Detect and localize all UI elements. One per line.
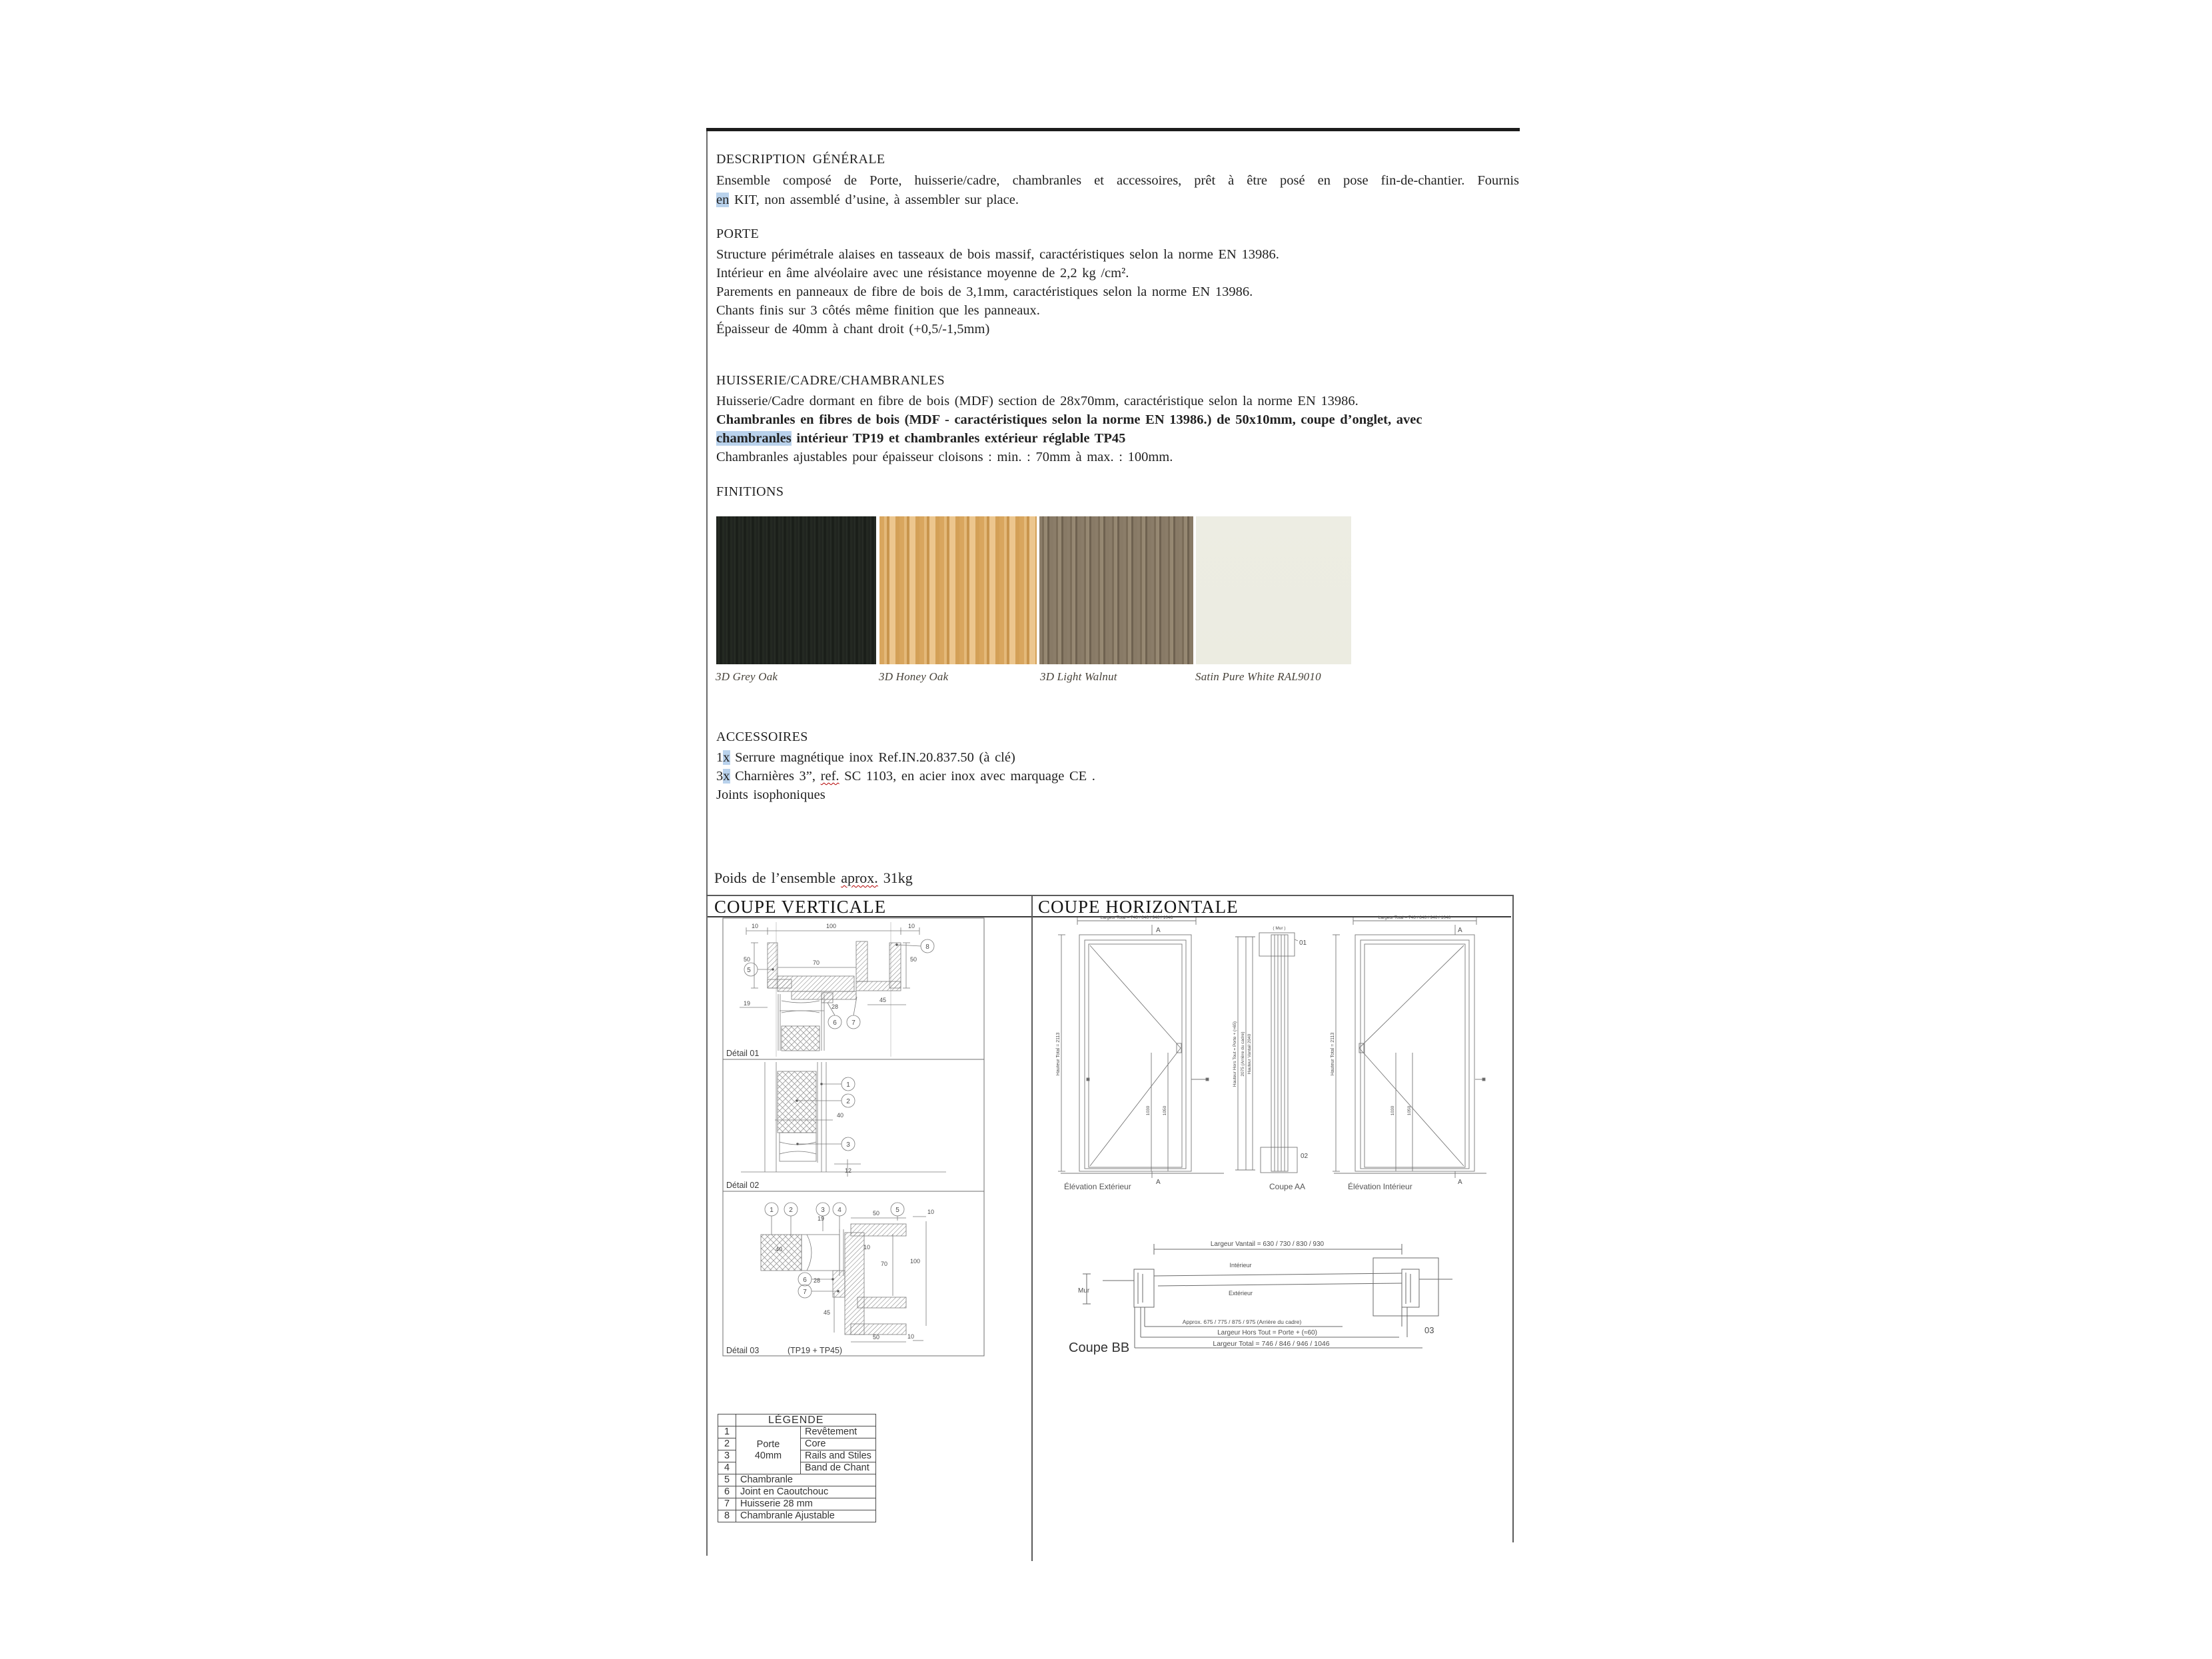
- dim-label: 10: [927, 1209, 935, 1215]
- dim-hauteur-hors-tout: Hauteur Hors Tout = Porte + (≈65): [1233, 1021, 1237, 1087]
- dim-hauteur-total: Hauteur Total = 2113: [1056, 1032, 1061, 1076]
- coupe-horizontale-title: COUPE HORIZONTALE: [1038, 897, 1239, 917]
- callout-2: 2: [789, 1207, 793, 1214]
- finish-swatch-honey-oak: [879, 516, 1037, 664]
- highlighted-word: x: [723, 750, 730, 765]
- callout-3: 3: [821, 1207, 825, 1214]
- paragraph-line: [716, 429, 1125, 448]
- dim-handle-height: 1030: [1146, 1105, 1151, 1116]
- legend-desc: Revêtement: [801, 1426, 876, 1438]
- legend-header: LÉGENDE: [736, 1414, 876, 1426]
- dim-handle-height: 1050: [1407, 1105, 1412, 1116]
- legend-num: 1: [718, 1426, 736, 1438]
- legend-num: 4: [718, 1462, 736, 1474]
- dim-label: 50: [744, 956, 751, 963]
- legend-num: 8: [718, 1510, 736, 1522]
- paragraph-line: Chambranles ajustables pour épaisseur cloisons : min. : 70mm à max. : 100mm.: [716, 450, 1173, 464]
- swatch-label: 3D Light Walnut: [1040, 670, 1117, 683]
- section-marker-a: A: [1156, 1179, 1161, 1186]
- dim-label: 10: [907, 1333, 915, 1340]
- finish-swatch-pure-white: [1196, 516, 1351, 664]
- callout-4: 4: [837, 1207, 841, 1214]
- paragraph-line: Ensemble composé de Porte, huisserie/cadre, chambranles et accessoires, prêt à être posé en pose fin-de-chantier. Fournis: [716, 173, 1519, 188]
- dim-handle-height: 1030: [1390, 1105, 1395, 1116]
- legend-desc: Chambranle Ajustable: [736, 1510, 876, 1522]
- dim-hauteur-total: Hauteur Total = 2113: [1331, 1032, 1335, 1076]
- detail-ref-03: 03: [1424, 1325, 1434, 1335]
- elevation-interieur-caption: Élévation Intérieur: [1348, 1182, 1412, 1191]
- paragraph-text: Poids de l’ensemble: [714, 869, 841, 886]
- table-row: [718, 1486, 876, 1498]
- callout-5: 5: [895, 1207, 899, 1214]
- label-mur: ( Mur ): [1273, 926, 1286, 931]
- section-marker-a: A: [1458, 1179, 1462, 1186]
- dim-label: 70: [881, 1261, 888, 1267]
- legend-table: [718, 1414, 876, 1522]
- dim-label: 10: [752, 923, 759, 929]
- callout-5: 5: [747, 967, 751, 974]
- elevation-exterieur-caption: Élévation Extérieur: [1064, 1182, 1131, 1191]
- section-title-huisserie: HUISSERIE/CADRE/CHAMBRANLES: [716, 373, 945, 388]
- label-interieur: Intérieur: [1229, 1262, 1252, 1269]
- table-row: [718, 1426, 876, 1438]
- paragraph-text: 3: [716, 769, 724, 784]
- paragraph-line: Intérieur en âme alvéolaire avec une résistance moyenne de 2,2 kg /cm².: [716, 266, 1129, 280]
- section-marker-a: A: [1156, 927, 1161, 934]
- paragraph-line: Huisserie/Cadre dormant en fibre de bois (MDF) section de 28x70mm, caractéristique selon la norme EN 13986.: [716, 394, 1359, 408]
- dim-label: 100: [826, 923, 837, 929]
- paragraph-line: Joints isophoniques: [716, 788, 826, 802]
- dim-label: 19: [744, 1000, 751, 1007]
- weight-line: [714, 869, 913, 887]
- dim-largeur-hors-tout: Largeur Hors Tout = Porte + (≈60): [1217, 1329, 1317, 1337]
- legend-desc: Band de Chant: [801, 1462, 876, 1474]
- highlighted-word: en: [716, 193, 730, 207]
- label-mur: Mur: [1078, 1287, 1090, 1295]
- legend-porte-label: Porte: [756, 1438, 780, 1450]
- dim-arriere-cadre: 2075 (Arrière du cadre): [1241, 1031, 1245, 1077]
- legend-num: 5: [718, 1474, 736, 1486]
- panel-divider: [1031, 895, 1033, 1561]
- dim-label: 28: [831, 1003, 839, 1010]
- legend-num: 7: [718, 1498, 736, 1510]
- dim-approx-arriere-cadre: Approx. 675 / 775 / 875 / 975 (Arrière du cadre): [1182, 1319, 1302, 1325]
- paragraph-text: 1: [716, 750, 724, 765]
- detail-02-diagram: [741, 1062, 946, 1177]
- dim-handle-height: 1050: [1163, 1105, 1167, 1116]
- section-title-description: DESCRIPTION GÉNÉRALE: [716, 152, 885, 167]
- legend-desc: Joint en Caoutchouc: [736, 1486, 876, 1498]
- table-row: [718, 1510, 876, 1522]
- misspelled-word: ref.: [820, 769, 839, 784]
- left-border: [706, 131, 708, 1556]
- paragraph-line: [716, 191, 1019, 209]
- dim-label: 50: [873, 1210, 880, 1217]
- legend-num: 6: [718, 1486, 736, 1498]
- detail-ref-02: 02: [1301, 1153, 1309, 1160]
- legend-desc: Chambranle: [736, 1474, 876, 1486]
- label-exterieur: Extérieur: [1228, 1290, 1253, 1297]
- detail-02-label: Détail 02: [726, 1181, 760, 1190]
- callout-7: 7: [803, 1289, 807, 1296]
- paragraph-line: Épaisseur de 40mm à chant droit (+0,5/-1,5mm): [716, 322, 990, 336]
- legend-porte-size: 40mm: [754, 1450, 782, 1461]
- elevation-interieur-diagram: [1333, 917, 1486, 1178]
- misspelled-word: aprox.: [841, 869, 878, 886]
- detail-01-diagram: [740, 922, 934, 1057]
- legend-desc: Core: [801, 1438, 876, 1450]
- paragraph-line: Chambranles en fibres de bois (MDF - caractéristiques selon la norme EN 13986.) de 50x10mm, coupe d’onglet, avec: [716, 412, 1422, 427]
- table-row: [718, 1414, 876, 1426]
- callout-8: 8: [925, 943, 929, 951]
- dim-label: 40: [837, 1112, 844, 1119]
- elevation-exterieur-diagram: [1058, 917, 1224, 1178]
- legend-desc: Rails and Stiles: [801, 1450, 876, 1462]
- paragraph-text: KIT, non assemblé d’usine, à assembler sur place.: [729, 193, 1019, 207]
- highlighted-word: x: [723, 769, 730, 784]
- dim-label: 45: [879, 997, 887, 1003]
- paragraph-line: [716, 748, 1015, 767]
- coupe-horizontale-drawing: [1034, 913, 1514, 1363]
- dim-label: 45: [824, 1309, 831, 1316]
- dim-label: 10: [863, 1244, 871, 1251]
- callout-3: 3: [846, 1141, 850, 1149]
- paragraph-text: 31kg: [877, 869, 913, 886]
- legend-desc: Huisserie 28 mm: [736, 1498, 876, 1510]
- section-title-finitions: FINITIONS: [716, 484, 784, 499]
- legend-group-porte: [736, 1426, 801, 1474]
- paragraph-text: SC 1103, en acier inox avec marquage CE .: [839, 769, 1095, 784]
- detail-01-label: Détail 01: [726, 1049, 760, 1058]
- dim-label: 50: [873, 1334, 880, 1341]
- paragraph-line: Chants finis sur 3 côtés même finition que les panneaux.: [716, 303, 1040, 318]
- top-rule: [706, 128, 1520, 131]
- coupe-verticale-title: COUPE VERTICALE: [714, 897, 887, 917]
- coupe-verticale-drawing: [720, 913, 986, 1361]
- dim-label: 19: [818, 1215, 825, 1222]
- dim-largeur-vantail: Largeur Vantail = 630 / 730 / 830 / 930: [1210, 1241, 1325, 1248]
- section-title-porte: PORTE: [716, 227, 760, 241]
- dim-label: 10: [908, 923, 915, 929]
- highlighted-word: chambranles: [716, 431, 792, 446]
- table-row: [718, 1474, 876, 1486]
- swatch-label: Satin Pure White RAL9010: [1195, 670, 1321, 683]
- callout-6: 6: [833, 1019, 837, 1027]
- callout-6: 6: [803, 1277, 807, 1284]
- section-marker-a: A: [1458, 927, 1462, 934]
- callout-1: 1: [846, 1081, 850, 1089]
- paragraph-line: [716, 767, 1095, 786]
- paragraph-line: Structure périmétrale alaises en tasseaux de bois massif, caractéristiques selon la norme EN 13986.: [716, 247, 1279, 262]
- paragraph-text: intérieur TP19 et chambranles extérieur réglable TP45: [791, 431, 1126, 446]
- legend-num: 3: [718, 1450, 736, 1462]
- detail-03-label: Détail 03: [726, 1346, 760, 1355]
- legend-num: 2: [718, 1438, 736, 1450]
- paragraph-line: Parements en panneaux de fibre de bois de 3,1mm, caractéristiques selon la norme EN 13986.: [716, 284, 1253, 299]
- dim-largeur-total: Largeur Total = 746 / 846 / 946 / 1046: [1213, 1340, 1330, 1348]
- detail-03-diagram: [761, 1203, 926, 1342]
- dim-hauteur-vantail: Hauteur Vantail 2040: [1247, 1033, 1252, 1075]
- dim-label: 100: [910, 1258, 921, 1265]
- callout-2: 2: [846, 1098, 850, 1105]
- section-title-accessoires: ACCESSOIRES: [716, 730, 808, 744]
- coupe-bb-caption: Coupe BB: [1069, 1341, 1130, 1355]
- table-row: [718, 1498, 876, 1510]
- dim-label: 28: [814, 1277, 821, 1284]
- dim-largeur-total: Largeur Total = 746 / 846 / 946 / 1046: [1100, 915, 1173, 920]
- swatch-label: 3D Grey Oak: [716, 670, 778, 683]
- legend-cell: [718, 1414, 736, 1426]
- coupe-aa-caption: Coupe AA: [1269, 1182, 1306, 1191]
- callout-7: 7: [851, 1019, 855, 1027]
- dim-label: 40: [776, 1246, 783, 1253]
- paragraph-text: Serrure magnétique inox Ref.IN.20.837.50 (à clé): [730, 750, 1015, 765]
- dim-label: 70: [813, 959, 820, 966]
- callout-1: 1: [770, 1207, 774, 1214]
- dim-label: 12: [845, 1167, 852, 1174]
- detail-ref-01: 01: [1299, 939, 1307, 947]
- dim-largeur-total: Largeur Total = 746 / 846 / 946 / 1046: [1378, 915, 1451, 920]
- detail-03-sublabel: (TP19 + TP45): [788, 1346, 843, 1355]
- dim-label: 50: [910, 956, 917, 963]
- finish-swatch-light-walnut: [1039, 516, 1193, 664]
- paragraph-text: Charnières 3”,: [730, 769, 821, 784]
- finish-swatch-grey-oak: [716, 516, 876, 664]
- swatch-label: 3D Honey Oak: [879, 670, 949, 683]
